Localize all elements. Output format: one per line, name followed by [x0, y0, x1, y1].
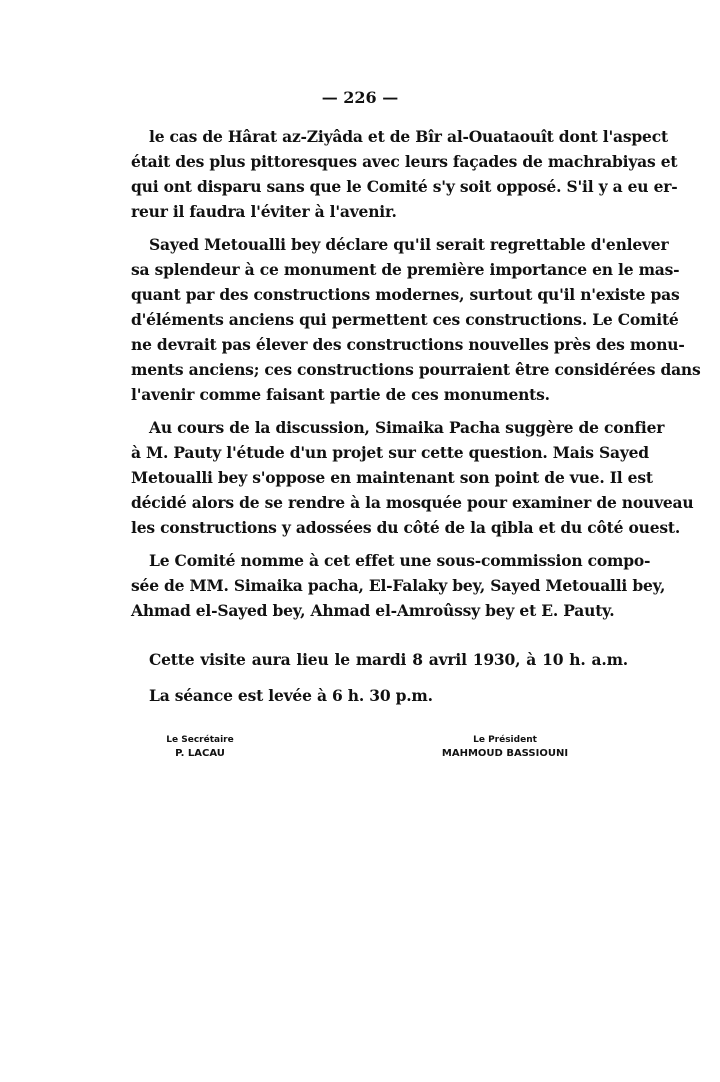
text-line: les constructions y adossées du côté de la qibla et du côté ouest.	[131, 518, 681, 537]
secretary-signature	[150, 733, 250, 761]
president-name: MAHMOUD BASSIOUNI	[441, 748, 569, 759]
text-line: sée de MM. Simaika pacha, El-Falaky bey, Sayed Metoualli bey,	[131, 576, 666, 595]
president-signature	[420, 733, 590, 761]
text-line: le cas de Hârat az-Ziyâda et de Bîr al-Ouataouît dont l'aspect	[149, 127, 668, 146]
text-line: reur il faudra l'éviter à l'avenir.	[131, 202, 397, 221]
text-line: décidé alors de se rendre à la mosquée pour examiner de nouveau	[131, 493, 694, 512]
text-line: quant par des constructions modernes, surtout qu'il n'existe pas	[131, 285, 680, 304]
text-line: La séance est levée à 6 h. 30 p.m.	[149, 686, 433, 705]
text-line: Sayed Metoualli bey déclare qu'il serait regrettable d'enlever	[149, 235, 669, 254]
secretary-title: Le Secrétaire	[166, 735, 234, 745]
text-line: ne devrait pas élever des constructions nouvelles près des monu-	[131, 335, 685, 354]
text-line: qui ont disparu sans que le Comité s'y soit opposé. S'il y a eu er-	[131, 177, 678, 196]
text-line: Le Comité nomme à cet effet une sous-commission compo-	[149, 551, 651, 570]
president-title: Le Président	[473, 735, 537, 745]
text-line: Metoualli bey s'oppose en maintenant son point de vue. Il est	[131, 468, 653, 487]
text-line: Au cours de la discussion, Simaika Pacha suggère de confier	[149, 418, 665, 437]
text-line: l'avenir comme faisant partie de ces monuments.	[131, 385, 550, 404]
text-line: à M. Pauty l'étude d'un projet sur cette question. Mais Sayed	[131, 443, 649, 462]
text-line: Cette visite aura lieu le mardi 8 avril 1930, à 10 h. a.m.	[149, 650, 628, 669]
text-line: Ahmad el-Sayed bey, Ahmad el-Amroûssy bey et E. Pauty.	[131, 601, 615, 620]
text-line: était des plus pittoresques avec leurs façades de machrabiyas et	[131, 152, 678, 171]
secretary-name: P. LACAU	[175, 748, 225, 759]
text-line: ments anciens; ces constructions pourraient être considérées dans	[131, 360, 701, 379]
text-line: d'éléments anciens qui permettent ces constructions. Le Comité	[131, 310, 679, 329]
page-number: — 226 —	[321, 88, 399, 107]
text-line: sa splendeur à ce monument de première importance en le mas-	[131, 260, 680, 279]
